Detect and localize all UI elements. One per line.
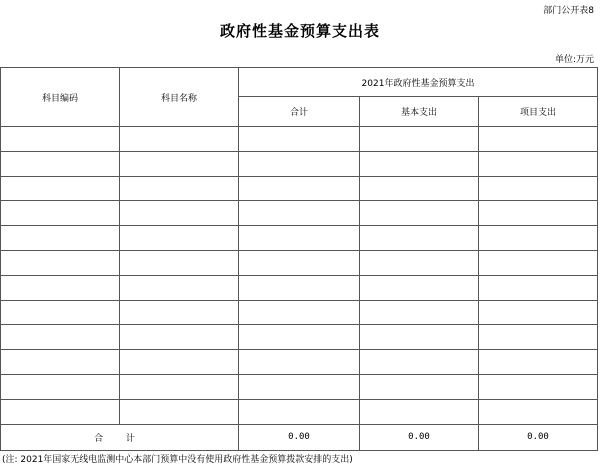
table-cell — [239, 374, 360, 399]
table-row — [1, 399, 598, 424]
table-cell — [1, 399, 120, 424]
table-cell — [479, 127, 598, 152]
table-cell — [120, 350, 239, 375]
table-row — [1, 176, 598, 201]
table-cell — [1, 201, 120, 226]
total-label: 合 计 — [1, 424, 239, 450]
table-row — [1, 350, 598, 375]
table-cell — [479, 325, 598, 350]
table-cell — [239, 275, 360, 300]
table-cell — [1, 250, 120, 275]
table-row — [1, 325, 598, 350]
table-cell — [360, 350, 479, 375]
table-cell — [239, 127, 360, 152]
table-cell — [360, 201, 479, 226]
table-cell — [239, 300, 360, 325]
header-total: 合计 — [239, 97, 360, 127]
expenditure-table — [0, 67, 598, 451]
table-row — [1, 275, 598, 300]
total-value-sum: 0.00 — [239, 424, 360, 450]
table-cell — [120, 399, 239, 424]
table-row — [1, 226, 598, 251]
table-cell — [239, 176, 360, 201]
table-cell — [360, 275, 479, 300]
header-subject-name: 科目名称 — [120, 68, 239, 127]
table-cell — [239, 250, 360, 275]
table-cell — [239, 350, 360, 375]
table-cell — [120, 201, 239, 226]
table-cell — [120, 226, 239, 251]
table-cell — [120, 176, 239, 201]
table-cell — [1, 226, 120, 251]
table-cell — [1, 127, 120, 152]
table-cell — [120, 151, 239, 176]
table-cell — [1, 350, 120, 375]
table-row — [1, 250, 598, 275]
header-group-2021: 2021年政府性基金预算支出 — [239, 68, 598, 97]
table-cell — [120, 374, 239, 399]
table-cell — [120, 275, 239, 300]
table-cell — [120, 127, 239, 152]
page-title: 政府性基金预算支出表 — [219, 22, 380, 40]
table-row — [1, 300, 598, 325]
table-cell — [360, 374, 479, 399]
table-cell — [360, 127, 479, 152]
table-cell — [479, 275, 598, 300]
table-cell — [479, 399, 598, 424]
table-cell — [239, 399, 360, 424]
table-cell — [360, 399, 479, 424]
table-cell — [360, 250, 479, 275]
table-cell — [360, 325, 479, 350]
table-cell — [120, 300, 239, 325]
table-cell — [479, 374, 598, 399]
table-cell — [479, 151, 598, 176]
table-cell — [239, 151, 360, 176]
total-row — [1, 424, 598, 450]
table-cell — [239, 201, 360, 226]
table-row — [1, 201, 598, 226]
table-cell — [479, 201, 598, 226]
table-cell — [479, 226, 598, 251]
table-cell — [1, 325, 120, 350]
header-basic-expenditure: 基本支出 — [360, 97, 479, 127]
table-cell — [360, 226, 479, 251]
table-cell — [360, 300, 479, 325]
table-cell — [1, 275, 120, 300]
header-subject-code: 科目编码 — [1, 68, 120, 127]
table-cell — [120, 250, 239, 275]
table-cell — [479, 176, 598, 201]
table-row — [1, 151, 598, 176]
table-cell — [239, 226, 360, 251]
table-cell — [479, 250, 598, 275]
table-cell — [1, 151, 120, 176]
table-cell — [360, 151, 479, 176]
table-cell — [1, 374, 120, 399]
table-cell — [1, 176, 120, 201]
table-row — [1, 127, 598, 152]
header-project-expenditure: 项目支出 — [479, 97, 598, 127]
table-cell — [239, 325, 360, 350]
footnote: (注: 2021年国家无线电监测中心本部门预算中没有使用政府性基金预算拨款安排的支出) — [2, 455, 353, 465]
table-cell — [479, 350, 598, 375]
table-row — [1, 374, 598, 399]
unit-label: 单位:万元 — [554, 55, 594, 65]
table-cell — [120, 325, 239, 350]
table-number-label: 部门公开表8 — [543, 6, 594, 16]
table-cell — [1, 300, 120, 325]
total-value-project: 0.00 — [479, 424, 598, 450]
table-cell — [360, 176, 479, 201]
table-cell — [479, 300, 598, 325]
total-value-basic: 0.00 — [360, 424, 479, 450]
